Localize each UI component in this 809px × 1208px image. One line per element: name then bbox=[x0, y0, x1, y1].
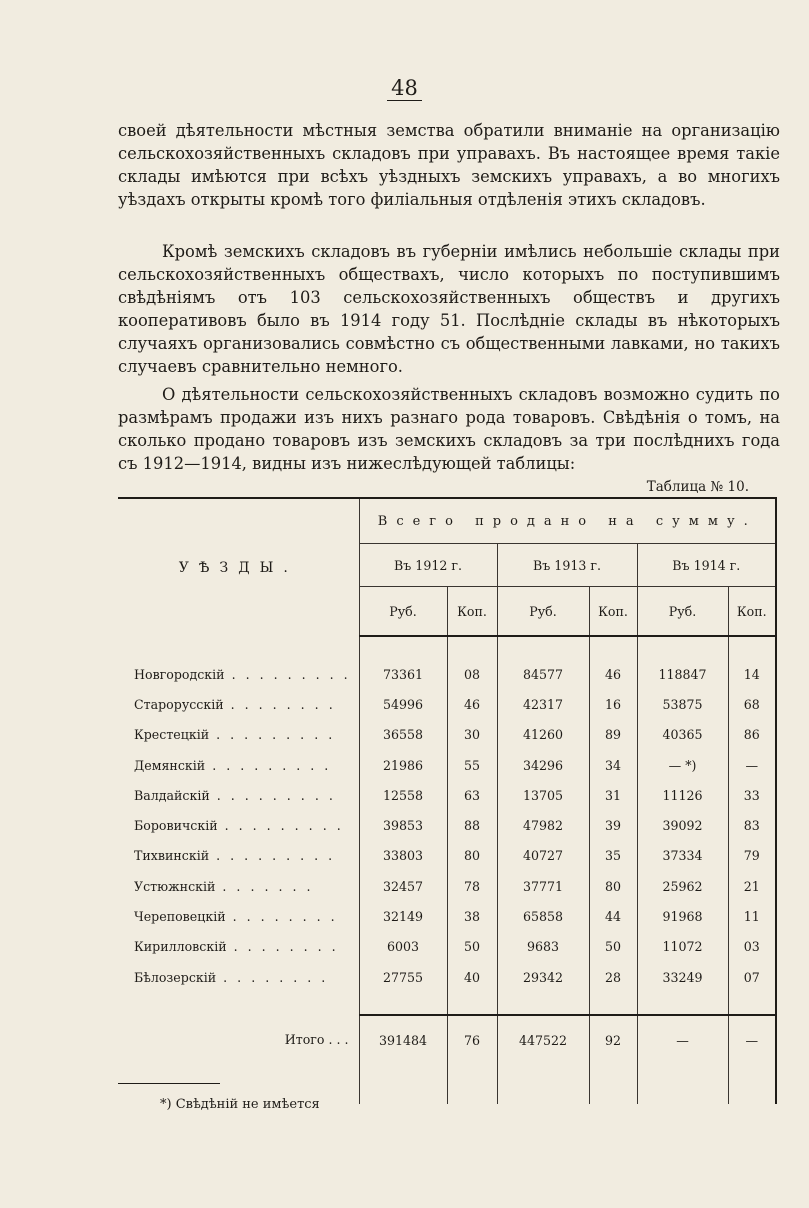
cell-1913-kop: 80 bbox=[589, 871, 637, 901]
cell-1913-kop: 35 bbox=[589, 841, 637, 871]
cell-1914-rub: — *) bbox=[637, 750, 728, 780]
page-number: 48 bbox=[0, 76, 809, 100]
table-row: Кирилловскій . . . . . . . . 6003 50 9683 50 11072 03 bbox=[118, 932, 776, 962]
total-1914-rub: — bbox=[637, 1015, 728, 1064]
cell-1912-kop: 55 bbox=[447, 750, 497, 780]
cell-1913-rub: 29342 bbox=[497, 962, 589, 992]
cell-1912-rub: 21986 bbox=[359, 750, 447, 780]
rub-header: Руб. bbox=[359, 587, 447, 637]
uezdy-header: УѢЗДЫ. bbox=[118, 498, 359, 636]
cell-1912-kop: 88 bbox=[447, 810, 497, 840]
table-row: Новгородскій . . . . . . . . . 73361 08 84577 46 118847 14 bbox=[118, 659, 776, 689]
year-1914-header: Въ 1914 г. bbox=[637, 544, 776, 587]
district-name: Череповецкій bbox=[134, 909, 226, 925]
table-row: Старорусскій . . . . . . . . 54996 46 42317 16 53875 68 bbox=[118, 689, 776, 719]
kop-header: Коп. bbox=[728, 587, 776, 637]
cell-1912-rub: 36558 bbox=[359, 720, 447, 750]
cell-1914-kop: 11 bbox=[728, 901, 776, 931]
cell-1914-kop: 79 bbox=[728, 841, 776, 871]
cell-1913-kop: 28 bbox=[589, 962, 637, 992]
cell-1914-rub: 11072 bbox=[637, 932, 728, 962]
cell-1912-kop: 40 bbox=[447, 962, 497, 992]
table-row: Валдайскій . . . . . . . . . 12558 63 13705 31 11126 33 bbox=[118, 780, 776, 810]
cell-1914-rub: 91968 bbox=[637, 901, 728, 931]
cell-1913-rub: 84577 bbox=[497, 659, 589, 689]
cell-1912-kop: 50 bbox=[447, 932, 497, 962]
cell-1914-kop: 86 bbox=[728, 720, 776, 750]
cell-1913-kop: 39 bbox=[589, 810, 637, 840]
cell-1913-kop: 50 bbox=[589, 932, 637, 962]
cell-1912-rub: 54996 bbox=[359, 689, 447, 719]
total-1912-rub: 391484 bbox=[359, 1015, 447, 1064]
cell-1913-rub: 47982 bbox=[497, 810, 589, 840]
kop-header: Коп. bbox=[589, 587, 637, 637]
cell-1913-kop: 44 bbox=[589, 901, 637, 931]
cell-1914-rub: 53875 bbox=[637, 689, 728, 719]
cell-1912-kop: 08 bbox=[447, 659, 497, 689]
cell-1912-kop: 38 bbox=[447, 901, 497, 931]
sales-table bbox=[118, 497, 777, 1104]
cell-1913-rub: 40727 bbox=[497, 841, 589, 871]
table-row: Череповецкій . . . . . . . . 32149 38 65858 44 91968 11 bbox=[118, 901, 776, 931]
cell-1913-kop: 46 bbox=[589, 659, 637, 689]
cell-1914-kop: 68 bbox=[728, 689, 776, 719]
district-name: Валдайскій bbox=[134, 787, 210, 803]
paragraph-3: О дѣятельности сельскохозяйственныхъ складовъ возможно судить по размѣрамъ продажи изъ нихъ разнаго рода товаровъ. Свѣдѣнія о томъ, на сколько продано товаровъ изъ земскихъ складовъ за три послѣднихъ года съ 1912—1914, видны изъ нижеслѣдующей таблицы: bbox=[118, 385, 780, 474]
cell-1914-rub: 25962 bbox=[637, 871, 728, 901]
district-name: Крестецкій bbox=[134, 727, 210, 743]
cell-1912-rub: 27755 bbox=[359, 962, 447, 992]
cell-1913-kop: 31 bbox=[589, 780, 637, 810]
cell-1914-kop: 14 bbox=[728, 659, 776, 689]
district-name: Устюжнскій bbox=[134, 878, 216, 894]
total-1913-rub: 447522 bbox=[497, 1015, 589, 1064]
total-1912-kop: 76 bbox=[447, 1015, 497, 1064]
cell-1914-rub: 33249 bbox=[637, 962, 728, 992]
cell-1912-rub: 6003 bbox=[359, 932, 447, 962]
paragraph-2: Кромѣ земскихъ складовъ въ губерніи имѣлись небольшіе склады при сельскохозяйственныхъ обществахъ, число которыхъ по поступившимъ свѣдѣніямъ отъ 103 сельскохозяйственныхъ обществъ и другихъ кооперативовъ было въ 1914 году 51. Послѣдніе склады въ нѣкоторыхъ случаяхъ организовались совмѣстно съ общественными лавками, но такихъ случаевъ сравнительно немного. bbox=[118, 242, 780, 377]
cell-1912-kop: 46 bbox=[447, 689, 497, 719]
cell-1913-rub: 65858 bbox=[497, 901, 589, 931]
cell-1912-rub: 12558 bbox=[359, 780, 447, 810]
cell-1913-rub: 42317 bbox=[497, 689, 589, 719]
district-name: Бѣлозерскій bbox=[134, 969, 217, 985]
district-name: Кирилловскій bbox=[134, 939, 227, 955]
paragraph-1: своей дѣятельности мѣстныя земства обратили вниманіе на организацію сельскохозяйственныхъ складовъ при управахъ. Въ настоящее время такіе склады имѣются при всѣхъ уѣздныхъ земскихъ управахъ, а во многихъ уѣздахъ открыты кромѣ того филіальныя отдѣленія этихъ складовъ. bbox=[118, 121, 780, 210]
cell-1914-kop: 83 bbox=[728, 810, 776, 840]
total-1914-kop: — bbox=[728, 1015, 776, 1064]
cell-1912-rub: 33803 bbox=[359, 841, 447, 871]
cell-1912-kop: 30 bbox=[447, 720, 497, 750]
cell-1913-kop: 89 bbox=[589, 720, 637, 750]
total-sales-header: Всего продано на сумму. bbox=[359, 498, 776, 544]
footnote: *) Свѣдѣній не имѣется bbox=[160, 1097, 320, 1112]
district-name: Старорусскій bbox=[134, 696, 224, 712]
cell-1914-rub: 11126 bbox=[637, 780, 728, 810]
total-label: Итого . . . bbox=[284, 1032, 349, 1048]
table-row: Демянскій . . . . . . . . . 21986 55 34296 34 — *) — bbox=[118, 750, 776, 780]
cell-1914-rub: 37334 bbox=[637, 841, 728, 871]
cell-1914-rub: 39092 bbox=[637, 810, 728, 840]
cell-1913-kop: 34 bbox=[589, 750, 637, 780]
year-1913-header: Въ 1913 г. bbox=[497, 544, 637, 587]
total-1913-kop: 92 bbox=[589, 1015, 637, 1064]
cell-1914-rub: 118847 bbox=[637, 659, 728, 689]
district-name: Новгородскій bbox=[134, 666, 225, 682]
district-name: Боровичскій bbox=[134, 818, 218, 834]
rub-header: Руб. bbox=[637, 587, 728, 637]
cell-1914-rub: 40365 bbox=[637, 720, 728, 750]
kop-header: Коп. bbox=[447, 587, 497, 637]
total-row bbox=[118, 1015, 776, 1064]
table-row: Боровичскій . . . . . . . . . 39853 88 47982 39 39092 83 bbox=[118, 810, 776, 840]
year-1912-header: Въ 1912 г. bbox=[359, 544, 497, 587]
cell-1913-rub: 13705 bbox=[497, 780, 589, 810]
cell-1914-kop: 03 bbox=[728, 932, 776, 962]
table-row: Тихвинскій . . . . . . . . . 33803 80 40727 35 37334 79 bbox=[118, 841, 776, 871]
cell-1912-kop: 80 bbox=[447, 841, 497, 871]
cell-1914-kop: — bbox=[728, 750, 776, 780]
table-row: Бѣлозерскій . . . . . . . . 27755 40 29342 28 33249 07 bbox=[118, 962, 776, 992]
table-row: Крестецкій . . . . . . . . . 36558 30 41260 89 40365 86 bbox=[118, 720, 776, 750]
cell-1912-rub: 32149 bbox=[359, 901, 447, 931]
cell-1912-kop: 78 bbox=[447, 871, 497, 901]
table-row: Устюжнскій . . . . . . . 32457 78 37771 80 25962 21 bbox=[118, 871, 776, 901]
cell-1912-kop: 63 bbox=[447, 780, 497, 810]
cell-1913-rub: 37771 bbox=[497, 871, 589, 901]
footnote-divider bbox=[118, 1083, 220, 1084]
cell-1912-rub: 32457 bbox=[359, 871, 447, 901]
cell-1913-rub: 34296 bbox=[497, 750, 589, 780]
rub-header: Руб. bbox=[497, 587, 589, 637]
cell-1914-kop: 21 bbox=[728, 871, 776, 901]
cell-1913-rub: 9683 bbox=[497, 932, 589, 962]
district-name: Тихвинскій bbox=[134, 848, 210, 864]
cell-1912-rub: 39853 bbox=[359, 810, 447, 840]
cell-1913-rub: 41260 bbox=[497, 720, 589, 750]
cell-1913-kop: 16 bbox=[589, 689, 637, 719]
cell-1914-kop: 07 bbox=[728, 962, 776, 992]
cell-1912-rub: 73361 bbox=[359, 659, 447, 689]
cell-1914-kop: 33 bbox=[728, 780, 776, 810]
district-name: Демянскій bbox=[134, 757, 206, 773]
table-caption: Таблица № 10. bbox=[646, 479, 749, 495]
